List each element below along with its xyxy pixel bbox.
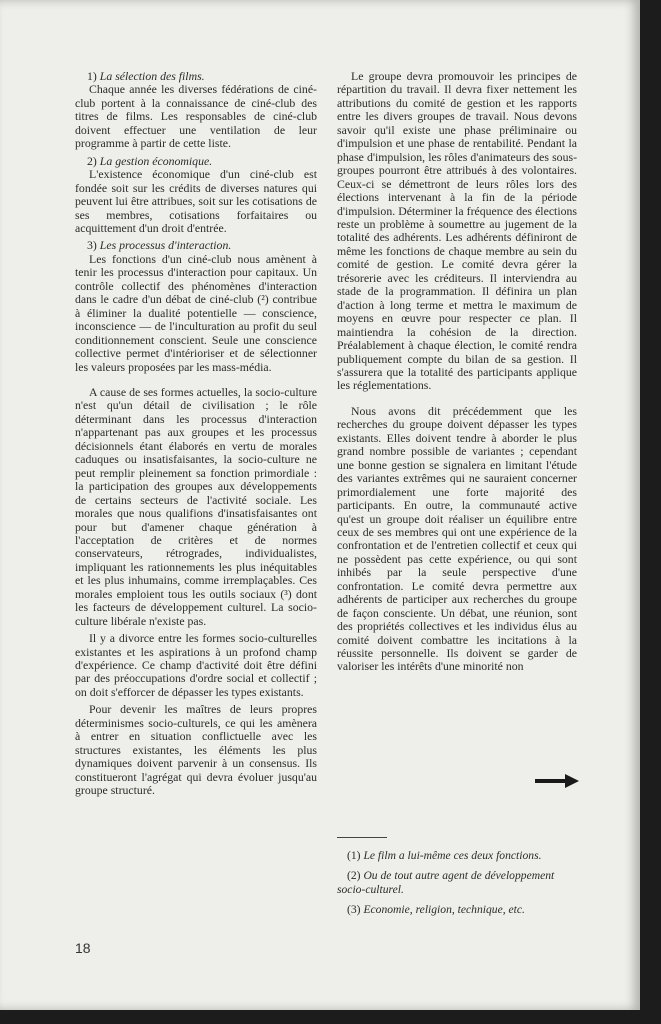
paragraph: Le groupe devra promouvoir les principes de répartition du travail. Il devra fixer nettement les attributions du comité de gestion et les rapports entre les divers groupes de travail. Nous devons savoir qu'il existe une phase préliminaire ou d'impulsion et une phase de rentabilité. Pendant la phase d'impulsion, les rôles d'animateurs des sous-groupes pourront être attribués à des volontaires. Ceux-ci se démettront de leurs rôles lors des élections intervenant à la fin de la période d'impulsion. Déterminer la fréquence des élections reste un problème à soumettre au jugement de la totalité des adhérents. Les adhérents définiront de même les fonctions de chaque membre au sein du comité de gestion. Le comité devra gérer la trésorerie avec les créditeurs. Il interviendra au stade de la programmation. Il définira un plan d'action à long terme et mettra le maximum de moyens en œuvre pour respecter ce plan. Il maintiendra la cohésion de la direction. Préalablement à chaque élection, le comité rendra publiquement compte du bilan de sa gestion. Il s'assurera que la totalité des participants applique les réglementations. — [337, 69, 577, 393]
paragraph: A cause de ses formes actuelles, la socio-culture n'est qu'un détail de civilisation ; le rôle déterminant dans les processus d'interaction n'appartenant pas aux groupes et les processus décisionnels étant élaborés en vertu de morales caduques ou insatisfaisantes, la socio-culture ne peut remplir pleinement sa fonction primordiale : la participation des groupes aux développements de certains secteurs de l'activité sociale. Les morales que nous qualifions d'insatisfaisantes ont pour but d'amener chaque génération à l'acceptation de critères et de normes conservateurs, rétrogrades, individualistes, impliquant les rationnements les plus inéquitables et les plus inhumains, comme irremplaçables. Ces morales emploient tous les outils sociaux (³) dont les facteurs de développement culturel. La socio-culture libérale n'existe pas. — [75, 384, 317, 628]
arrow-right-icon — [535, 773, 579, 789]
section-heading-2: 2) La gestion économique. — [87, 153, 213, 168]
paragraph: L'existence économique d'un ciné-club est fondée soit sur les crédits de diverses natures qui peuvent lui être attribues, soit sur les cotisations de ses membres, cotisations forfaitaires ou acquittement d'un droit d'entrée. — [75, 167, 317, 235]
paragraph: Il y a divorce entre les formes socio-culturelles existantes et les aspirations à un profond champ d'expérience. Ce champ d'activité doit être défini par des préoccupations d'ordre social et collectif ; on doit s'efforcer de dépasser les types existants. — [75, 631, 317, 699]
section-heading-3: 3) Les processus d'interaction. — [87, 238, 232, 253]
footnotes — [337, 849, 577, 924]
right-column — [337, 70, 577, 678]
left-column — [75, 70, 317, 802]
paragraph: Pour devenir les maîtres de leurs propres déterminismes socio-culturels, ce qui les amènera à entrer en situation conflictuelle avec les structures existantes, les éléments les plus dynamiques doivent parvenir à un consensus. Ils constitueront l'agrégat qui devra évoluer jusqu'au groupe structuré. — [75, 702, 317, 798]
footnote-rule — [337, 837, 387, 838]
footnote: (1) Le film a lui-même ces deux fonctions. — [347, 849, 542, 862]
paragraph: Chaque année les diverses fédérations de ciné-club portent à la connaissance de ciné-club des titres de films. Les responsables de ciné-club doivent effectuer une ventilation de leur programme à partir de cette liste. — [75, 82, 317, 151]
footnote: (3) Economie, religion, technique, etc. — [347, 903, 525, 917]
paragraph: Les fonctions d'un ciné-club nous amènent à tenir les processus d'interaction pour capitaux. Un contrôle collectif des phénomènes d'interaction dans le cadre d'un débat de ciné-club (²) contribue à éliminer la dualité potentielle — conscience, inconscience — de l'inculturation au profit du seul conditionnement conscient. Seule une conscience collective permet d'intérioriser et de sélectionner les valeurs proposées par les mass-média. — [75, 251, 317, 374]
section-heading-1: 1) La sélection des films. — [87, 69, 205, 83]
paragraph: Nous avons dit précédemment que les recherches du groupe doivent dépasser les types existants. Elles doivent tendre à aborder le plus grand nombre possible de variantes ; cependant une bonne gestion se signalera en limitant l'étude des variantes extrêmes qui ne sauraient concerner primordialement une forte majorité des participants. En outre, la communauté active qu'est un groupe doit réaliser un équilibre entre ceux de ses membres qui ont une expérience de la confrontation et de l'entretien collectif et ceux qui ne possèdent pas cette expérience, ou qui sont inhibés par la seule perspective d'une confrontation. Le comité devra permettre aux adhérents de participer aux recherches du groupe de façon consciente. Un débat, une réunion, sont des propriétés collectives et les individus élus au comité doivent combattre les incitations à la réussite personnelle. Ils doivent se garder de valoriser les intérêts d'une minorité non — [337, 403, 577, 674]
page-number: 18 — [75, 940, 91, 956]
footnote: (2) Ou de tout autre agent de développement socio-culturel. — [337, 869, 555, 896]
